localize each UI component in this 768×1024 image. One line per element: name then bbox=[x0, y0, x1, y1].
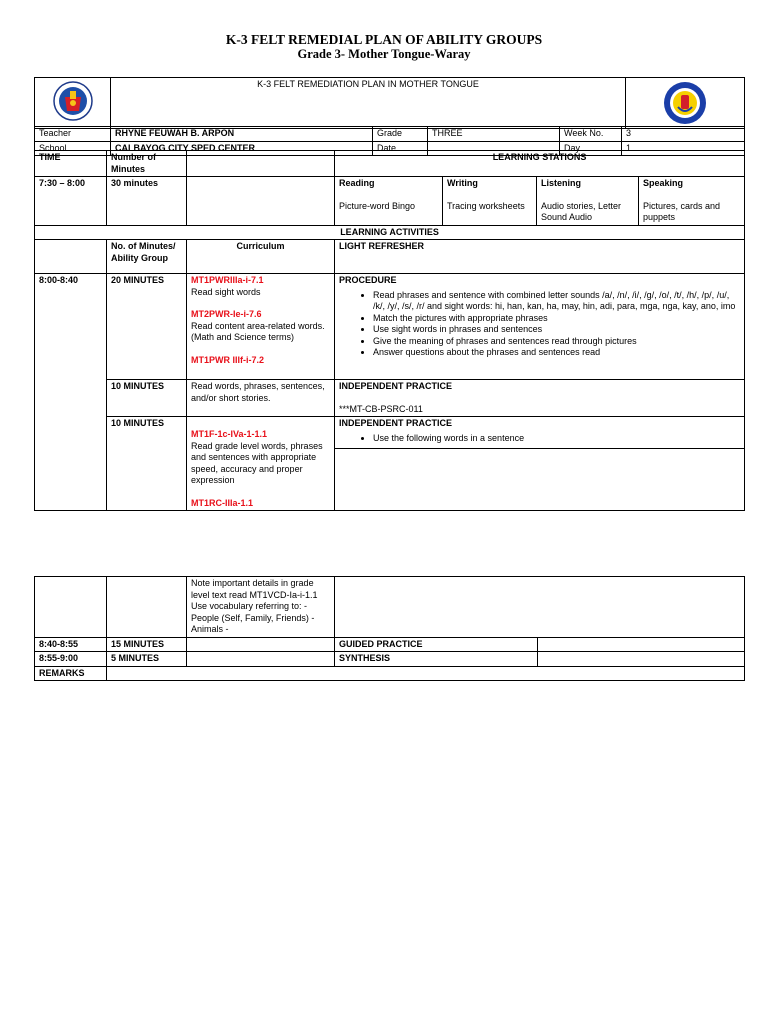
plan-table bbox=[34, 150, 745, 511]
week-label: Week No. bbox=[560, 127, 622, 142]
code-3: MT1PWR IIIf-i-7.2 bbox=[191, 354, 265, 365]
deped-seal-icon bbox=[53, 81, 93, 121]
curriculum-cell-3: MT1F-1c-IVa-1-1.1 Read grade level words, phrases and sentences with appropriate speed, accuracy and proper expression MT1RC-IIIa-1.1 bbox=[187, 417, 335, 511]
list-item: • Use sight words in phrases and sentences bbox=[373, 324, 740, 336]
header-title: K-3 FELT REMEDIATION PLAN IN MOTHER TONGUE bbox=[111, 78, 626, 129]
code-1: MT1PWRIIIa-i-7.1 bbox=[191, 275, 264, 285]
teacher-name: RHYNE FEUWAH B. ARPON bbox=[111, 127, 373, 142]
guided-time: 8:40-8:55 bbox=[35, 637, 107, 652]
station-speaking: Speaking Pictures, cards and puppets bbox=[639, 177, 745, 226]
day-value: 1 bbox=[622, 141, 745, 156]
station-writing: Writing Tracing worksheets bbox=[443, 177, 537, 226]
grade-label: Grade bbox=[373, 127, 428, 142]
teacher-label: Teacher bbox=[35, 127, 111, 142]
procedure-label: PROCEDURE bbox=[339, 275, 397, 285]
independent-practice-2: INDEPENDENT PRACTICE • Use the following words in a sentence bbox=[335, 417, 745, 511]
header-table bbox=[34, 77, 745, 129]
note-cell: Note important details in grade level text read MT1VCD-Ia-i-1.1 Use vocabulary referring to: - People (Self, Family, Friends) - Animals - bbox=[187, 577, 335, 638]
row1-minutes: 20 MINUTES bbox=[107, 274, 187, 380]
independent-practice-1: INDEPENDENT PRACTICE ***MT-CB-PSRC-011 bbox=[335, 380, 745, 417]
continuation-table bbox=[34, 576, 745, 681]
list-item: • Match the pictures with appropriate phrases bbox=[373, 313, 740, 325]
learning-stations-header: LEARNING STATIONS bbox=[335, 151, 745, 177]
code-5: MT1RC-IIIa-1.1 bbox=[191, 497, 254, 508]
guided-practice-label: GUIDED PRACTICE bbox=[335, 637, 538, 652]
left-logo-cell bbox=[35, 78, 111, 129]
remarks-label: REMARKS bbox=[35, 666, 107, 681]
time-header: TIME bbox=[35, 151, 107, 177]
list-item: • Read phrases and sentence with combined letter sounds /a/, /n/, /i/, /g/, /o/, /t/, /h/, /p/, /u/, /k/, /y/, /s/, /r/ and sight words: hi, han, kan, ha, may, hin, adi, para, mga, nga, kay, ano, imo bbox=[373, 290, 740, 313]
synthesis-time: 8:55-9:00 bbox=[35, 652, 107, 667]
row3-minutes: 10 MINUTES bbox=[107, 417, 187, 511]
curriculum-cell-1: MT1PWRIIIa-i-7.1 Read sight words MT2PWR-Ie-i-7.6 Read content area-related words. (Math and Science terms) MT1PWR IIIf-i-7.2 bbox=[187, 274, 335, 380]
day-label: Day bbox=[560, 141, 622, 156]
synthesis-label: SYNTHESIS bbox=[335, 652, 538, 667]
date-label: Date bbox=[373, 141, 428, 156]
curriculum-cell-2: Read words, phrases, sentences, and/or short stories. bbox=[187, 380, 335, 417]
stations-time: 7:30 – 8:00 bbox=[35, 177, 107, 226]
school-label: School bbox=[35, 141, 111, 156]
week-value: 3 bbox=[622, 127, 745, 142]
code-2: MT2PWR-Ie-i-7.6 bbox=[191, 309, 262, 319]
school-name: CALBAYOG CITY SPED CENTER bbox=[111, 141, 373, 156]
procedure-list bbox=[339, 290, 740, 359]
synthesis-minutes: 5 MINUTES bbox=[107, 652, 187, 667]
grade-value: THREE bbox=[428, 127, 560, 142]
station-listening: Listening Audio stories, Letter Sound Audio bbox=[537, 177, 639, 226]
guided-minutes: 15 MINUTES bbox=[107, 637, 187, 652]
document-subtitle: Grade 3- Mother Tongue-Waray bbox=[297, 47, 471, 61]
procedure-cell bbox=[335, 274, 745, 380]
curriculum-header: Curriculum bbox=[187, 240, 335, 274]
code-4: MT1F-1c-IVa-1-1.1 bbox=[191, 429, 268, 439]
light-refresher-label: LIGHT REFRESHER bbox=[335, 240, 745, 274]
document-title: K-3 FELT REMEDIAL PLAN OF ABILITY GROUPS bbox=[225, 32, 543, 47]
minutes-header: Number of Minutes bbox=[107, 151, 187, 177]
list-item: • Answer questions about the phrases and sentences read bbox=[373, 347, 740, 359]
ability-group-header: No. of Minutes/ Ability Group bbox=[107, 240, 187, 274]
row2-minutes: 10 MINUTES bbox=[107, 380, 187, 417]
station-reading: Reading Picture-word Bingo bbox=[335, 177, 443, 226]
learning-activities-header: LEARNING ACTIVITIES bbox=[35, 225, 745, 240]
list-item: • Use the following words in a sentence bbox=[373, 433, 740, 445]
activities-time: 8:00-8:40 bbox=[35, 274, 107, 511]
school-seal-icon bbox=[663, 81, 707, 125]
list-item: • Give the meaning of phrases and sentences read through pictures bbox=[373, 336, 740, 348]
stations-minutes: 30 minutes bbox=[107, 177, 187, 226]
right-logo-cell bbox=[626, 78, 745, 129]
